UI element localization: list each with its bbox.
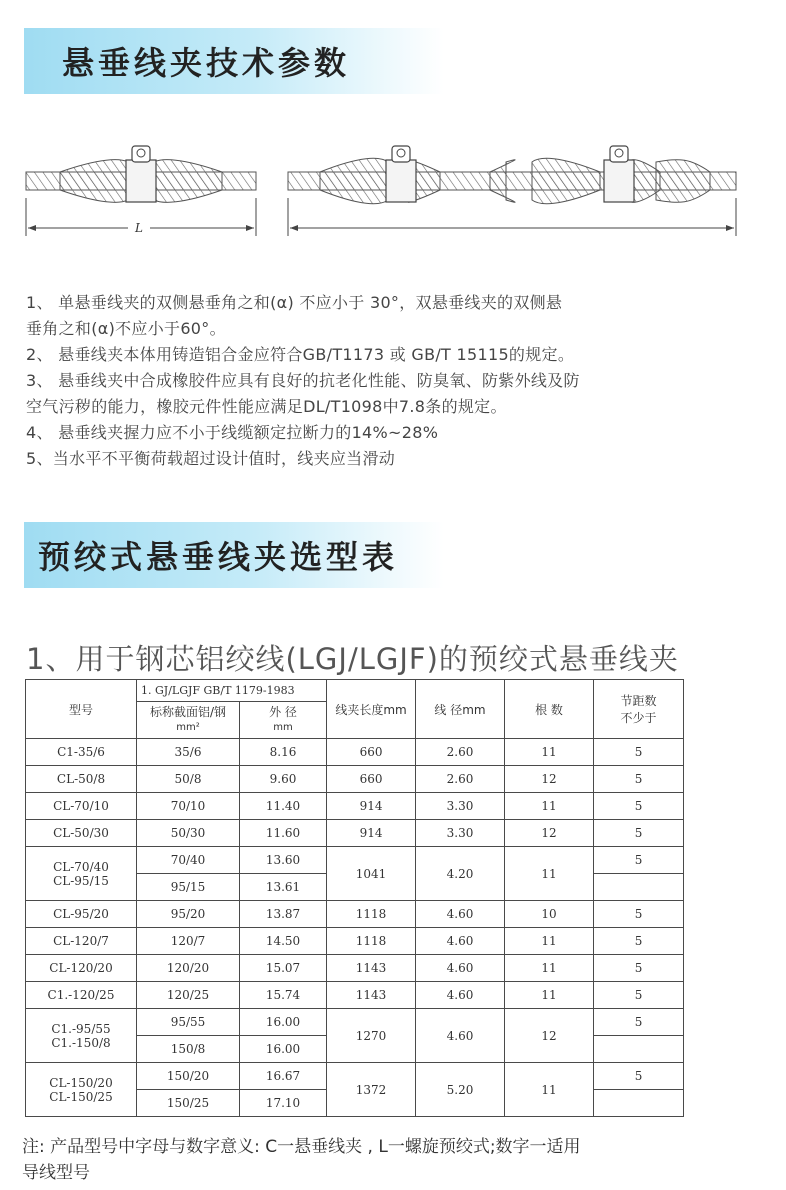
cell-wire-diameter: 2.60 [416,739,505,766]
cell-outer-diameter: 9.60 [240,766,327,793]
table-row [26,1009,684,1036]
footnote-line: 注: 产品型号中字母与数字意义: C一悬垂线夹 , L一螺旋预绞式;数字一适用 [22,1137,581,1157]
cell-model: CL-95/15 [53,873,109,888]
suspension-clamp-diagram [20,140,750,245]
cell-model: CL-70/40 [53,859,109,874]
dimension-label: L [135,221,143,235]
cell-outer-diameter: 14.50 [240,928,327,955]
cell-outer-diameter: 8.16 [240,739,327,766]
selection-table-banner [24,522,444,588]
cell-outer-diameter: 15.74 [240,982,327,1009]
cell-outer-diameter: 16.67 [240,1063,327,1090]
cell-strand-count: 11 [505,847,594,901]
cell-outer-diameter: 15.07 [240,955,327,982]
cell-section: 50/30 [137,820,240,847]
cell-section: 150/25 [137,1090,240,1117]
cell-clamp-length: 1270 [327,1009,416,1063]
header-pitch-line1: 节距数 [620,694,657,708]
cell-section: 95/15 [137,874,240,901]
cell-wire-diameter: 4.60 [416,982,505,1009]
cell-outer-diameter: 13.61 [240,874,327,901]
cell-strand-count: 12 [505,766,594,793]
header-strand-count: 根 数 [505,680,594,739]
spec-line: 5、当水平不平衡荷载超过设计值时，线夹应当滑动 [26,449,396,468]
cell-model: C1.-120/25 [26,982,137,1009]
selection-table [25,679,684,1117]
cell-section: 120/7 [137,928,240,955]
cell-section: 150/8 [137,1036,240,1063]
cell-outer-diameter: 11.60 [240,820,327,847]
cell-pitch: 5 [594,739,684,766]
spec-line: 空气污秽的能力，橡胶元件性能应满足DL/T1098中7.8条的规定。 [26,397,507,416]
section-title: 1、用于钢芯铝绞线(LGJ/LGJF)的预绞式悬垂线夹 [26,642,679,676]
cell-model: CL-150/20 [49,1075,113,1090]
cell-pitch: 5 [594,793,684,820]
cell-clamp-length: 660 [327,739,416,766]
cell-outer-diameter: 16.00 [240,1036,327,1063]
cell-clamp-length: 1041 [327,847,416,901]
header-clamp-length: 线夹长度mm [327,680,416,739]
cell-pitch-empty [594,1090,684,1117]
cell-outer-diameter: 16.00 [240,1009,327,1036]
table-header-row [26,680,684,702]
cell-outer-diameter: 13.60 [240,847,327,874]
cell-pitch: 5 [594,955,684,982]
cell-pitch: 5 [594,901,684,928]
single-clamp-drawing [26,146,256,202]
cell-wire-diameter: 4.60 [416,1009,505,1063]
cell-section: 50/8 [137,766,240,793]
cell-model: C1.-150/8 [51,1035,111,1050]
cell-wire-diameter: 2.60 [416,766,505,793]
cell-model: C1.-95/55 [51,1021,111,1036]
cell-section: 95/55 [137,1009,240,1036]
header-pitch-line2: 不少于 [620,711,657,725]
table-row [26,928,684,955]
header-model: 型号 [26,680,137,739]
selection-table-title: 预绞式悬垂线夹选型表 [38,538,399,576]
spec-line: 1、 单悬垂线夹的双侧悬垂角之和(α) 不应小于 30°，双悬垂线夹的双侧悬 [26,293,563,312]
cell-model-group [26,1009,137,1063]
cell-clamp-length: 1372 [327,1063,416,1117]
cell-model-group [26,847,137,901]
cell-strand-count: 11 [505,955,594,982]
cell-wire-diameter: 4.60 [416,928,505,955]
cell-pitch: 5 [594,1009,684,1036]
cell-model: C1-35/6 [26,739,137,766]
cell-wire-diameter: 3.30 [416,820,505,847]
header-pitch [594,680,684,739]
spec-line: 3、 悬垂线夹中合成橡胶件应具有良好的抗老化性能、防臭氧、防紫外线及防 [26,371,580,390]
spec-line: 垂角之和(α)不应小于60°。 [26,319,226,338]
cell-outer-diameter: 13.87 [240,901,327,928]
tech-params-title: 悬垂线夹技术参数 [62,44,351,82]
cell-section: 70/10 [137,793,240,820]
cell-pitch-empty [594,1036,684,1063]
cell-wire-diameter: 5.20 [416,1063,505,1117]
cell-clamp-length: 1143 [327,955,416,982]
cell-model: CL-120/20 [26,955,137,982]
cell-wire-diameter: 3.30 [416,793,505,820]
cell-pitch: 5 [594,982,684,1009]
cell-outer-diameter: 17.10 [240,1090,327,1117]
cell-model: CL-150/25 [49,1089,113,1104]
cell-model: CL-50/8 [26,766,137,793]
cell-strand-count: 12 [505,820,594,847]
cell-strand-count: 11 [505,793,594,820]
cell-clamp-length: 660 [327,766,416,793]
cell-pitch: 5 [594,766,684,793]
header-wire-diameter: 线 径mm [416,680,505,739]
cell-wire-diameter: 4.60 [416,955,505,982]
cell-model: CL-95/20 [26,901,137,928]
header-section-unit: mm² [176,722,200,733]
footnote [22,1134,762,1186]
header-outer-diameter-unit: mm [273,722,293,733]
cell-pitch: 5 [594,847,684,874]
cell-strand-count: 12 [505,1009,594,1063]
table-row [26,793,684,820]
footnote-line: 导线型号 [22,1163,90,1183]
header-outer-diameter [240,702,327,739]
header-section-label: 标称截面铝/钢 [149,705,227,719]
cell-section: 120/20 [137,955,240,982]
table-row [26,766,684,793]
cell-model: CL-70/10 [26,793,137,820]
cell-clamp-length: 914 [327,820,416,847]
cell-pitch: 5 [594,820,684,847]
cell-section: 150/20 [137,1063,240,1090]
tech-params-banner [24,28,444,94]
cell-wire-diameter: 4.20 [416,847,505,901]
cell-model-group [26,1063,137,1117]
cell-clamp-length: 1118 [327,928,416,955]
cell-section: 95/20 [137,901,240,928]
cell-clamp-length: 914 [327,793,416,820]
cell-clamp-length: 1143 [327,982,416,1009]
cell-model: CL-120/7 [26,928,137,955]
cell-strand-count: 11 [505,982,594,1009]
tech-spec-list [26,290,766,472]
cell-pitch: 5 [594,928,684,955]
header-outer-diameter-label: 外 径 [269,705,297,719]
cell-model: CL-50/30 [26,820,137,847]
table-row [26,820,684,847]
table-row [26,847,684,874]
cell-pitch-empty [594,874,684,901]
cell-strand-count: 11 [505,928,594,955]
header-section [137,702,240,739]
table-row [26,1063,684,1090]
cell-outer-diameter: 11.40 [240,793,327,820]
cell-section: 35/6 [137,739,240,766]
spec-line: 2、 悬垂线夹本体用铸造铝合金应符合GB/T1173 或 GB/T 15115的规定。 [26,345,575,364]
spec-line: 4、 悬垂线夹握力应不小于线缆额定拉断力的14%~28% [26,423,439,442]
cell-wire-diameter: 4.60 [416,901,505,928]
double-clamp-drawing [288,146,736,204]
header-standard: 1. GJ/LGJF GB/T 1179-1983 [137,680,327,702]
table-row [26,901,684,928]
table-row [26,982,684,1009]
cell-section: 70/40 [137,847,240,874]
cell-strand-count: 11 [505,739,594,766]
table-row [26,739,684,766]
table-row [26,955,684,982]
cell-strand-count: 10 [505,901,594,928]
cell-pitch: 5 [594,1063,684,1090]
cell-section: 120/25 [137,982,240,1009]
cell-clamp-length: 1118 [327,901,416,928]
cell-strand-count: 11 [505,1063,594,1117]
